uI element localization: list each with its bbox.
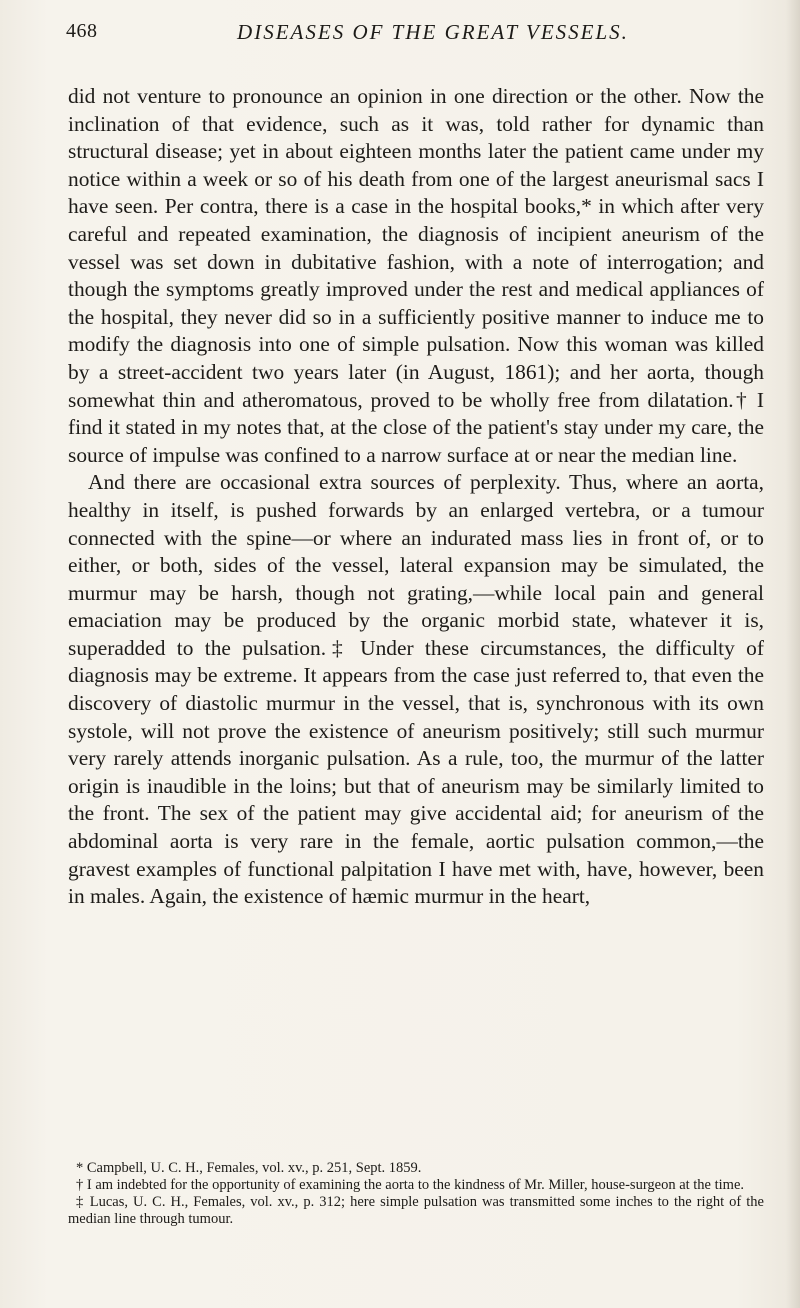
body-text xyxy=(68,83,764,911)
running-head: DISEASES OF THE GREAT VESSELS. xyxy=(237,20,629,44)
footnote-2: † I am indebted for the opportunity of examining the aorta to the kindness of Mr. Miller, house-surgeon at the time. xyxy=(76,1177,745,1193)
page-edge-shadow xyxy=(786,0,800,1308)
paragraph-1: did not venture to pronounce an opinion in one direction or the other. Now the inclination of that evidence, such as it was, told rather for dynamic than structural disease; yet in about eighteen months later the patient came under my notice within a week or so of his death from one of the largest aneurismal sacs I have seen. Per contra, there is a case in the hospital books,* in which after very careful and repeated examination, the diagnosis of incipient aneurism of the vessel was set down in dubitative fashion, with a note of interrogation; and though the symptoms greatly improved under the rest and medical appliances of the hospital, they never did so in a sufficiently positive manner to induce me to modify the diagnosis into one of simple pulsation. Now this woman was killed by a street-accident two years later (in August, 1861); and her aorta, though somewhat thin and atheromatous, proved to be wholly free from dilatation.† I find it stated in my notes that, at the close of the patient's stay under my care, the source of impulse was confined to a narrow surface at or near the median line. xyxy=(68,84,764,467)
footnote-3: ‡ Lucas, U. C. H., Females, vol. xv., p. 312; here simple pulsation was transmitted some inches to the right of the median line through tumour. xyxy=(68,1194,764,1227)
page-number: 468 xyxy=(66,20,98,42)
footnotes xyxy=(68,1160,764,1228)
footnote-1: * Campbell, U. C. H., Females, vol. xv., p. 251, Sept. 1859. xyxy=(76,1160,422,1176)
page-header xyxy=(66,20,760,52)
paragraph-2: And there are occasional extra sources of perplexity. Thus, where an aorta, healthy in itself, is pushed forwards by an enlarged vertebra, or a tumour connected with the spine—or where an indurated mass lies in front of, or to either, or both, sides of the vessel, lateral expansion may be simulated, the murmur may be harsh, though not grating,—while local pain and general emaciation may be produced by the organic morbid state, whatever it is, superadded to the pulsation.‡ Under these circumstances, the difficulty of diagnosis may be extreme. It appears from the case just referred to, that even the discovery of diastolic murmur in the vessel, that is, synchronous with its own systole, will not prove the existence of aneurism positively; still such murmur very rarely attends inorganic pulsation. As a rule, too, the murmur of the latter origin is inaudible in the loins; but that of aneurism may be similarly limited to the front. The sex of the patient may give accidental aid; for aneurism of the abdominal aorta is very rare in the female, aortic pulsation common,—the gravest examples of functional palpitation I have met with, have, however, been in males. Again, the existence of hæmic murmur in the heart, xyxy=(68,470,764,909)
